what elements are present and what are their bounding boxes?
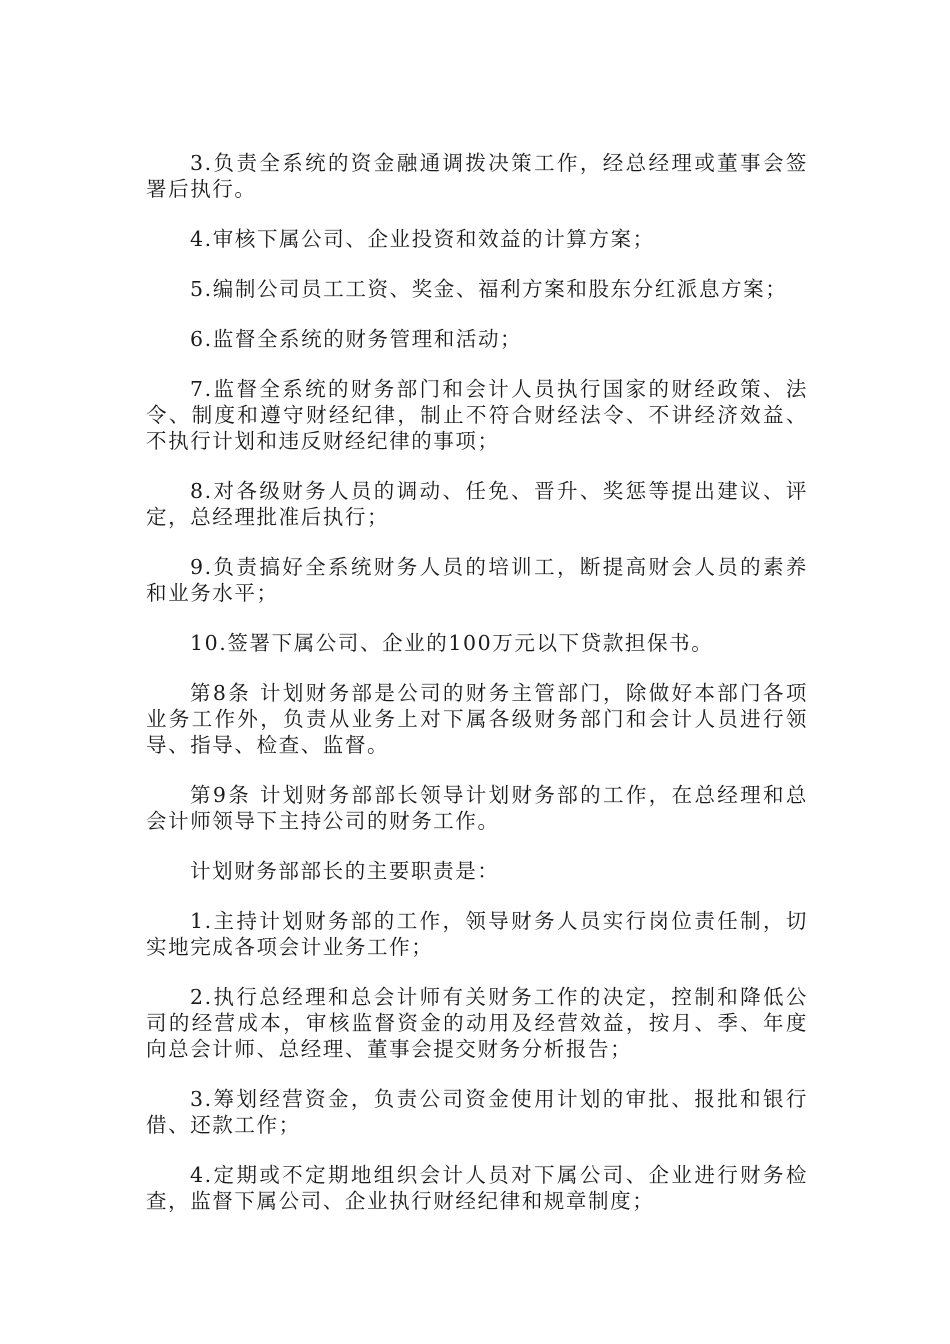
paragraph-article-9: 第9条 计划财务部部长领导计划财务部的工作，在总经理和总会计师领导下主持公司的财务工作。 bbox=[146, 783, 808, 833]
paragraph-duty-4: 4.定期或不定期地组织会计人员对下属公司、企业进行财务检查，监督下属公司、企业执行财经纪律和规章制度； bbox=[146, 1163, 808, 1213]
paragraph-article-8: 第8条 计划财务部是公司的财务主管部门，除做好本部门各项业务工作外，负责从业务上对下属各级财务部门和会计人员进行领导、指导、检查、监督。 bbox=[146, 681, 808, 757]
paragraph-item-9-training: 9.负责搞好全系统财务人员的培训工，断提高财会人员的素养和业务水平； bbox=[146, 555, 808, 605]
paragraph-item-8-personnel: 8.对各级财务人员的调动、任免、晋升、奖惩等提出建议、评定，总经理批准后执行； bbox=[146, 479, 808, 529]
paragraph-item-6-supervise: 6.监督全系统的财务管理和活动； bbox=[190, 327, 523, 351]
paragraph-duty-1: 1.主持计划财务部的工作，领导财务人员实行岗位责任制，切实地完成各项会计业务工作； bbox=[146, 909, 808, 959]
paragraph-item-7-discipline: 7.监督全系统的财务部门和会计人员执行国家的财经政策、法令、制度和遵守财经纪律，制止不符合财经法令、不讲经济效益、不执行计划和违反财经纪律的事项； bbox=[146, 377, 808, 453]
paragraph-duties-heading: 计划财务部部长的主要职责是： bbox=[190, 859, 500, 883]
paragraph-duty-2: 2.执行总经理和总会计师有关财务工作的决定，控制和降低公司的经营成本，审核监督资金的动用及经营效益，按月、季、年度向总会计师、总经理、董事会提交财务分析报告； bbox=[146, 985, 808, 1061]
paragraph-duty-3: 3.筹划经营资金，负责公司资金使用计划的审批、报批和银行借、还款工作； bbox=[146, 1087, 808, 1137]
paragraph-item-3-funds: 3.负责全系统的资金融通调拨决策工作，经总经理或董事会签署后执行。 bbox=[146, 151, 808, 201]
paragraph-item-4-audit: 4.审核下属公司、企业投资和效益的计算方案； bbox=[190, 227, 655, 251]
document-body bbox=[146, 150, 808, 1238]
paragraph-item-5-compensation: 5.编制公司员工工资、奖金、福利方案和股东分红派息方案； bbox=[190, 277, 788, 301]
paragraph-item-10-guarantee: 10.签署下属公司、企业的100万元以下贷款担保书。 bbox=[190, 631, 714, 655]
